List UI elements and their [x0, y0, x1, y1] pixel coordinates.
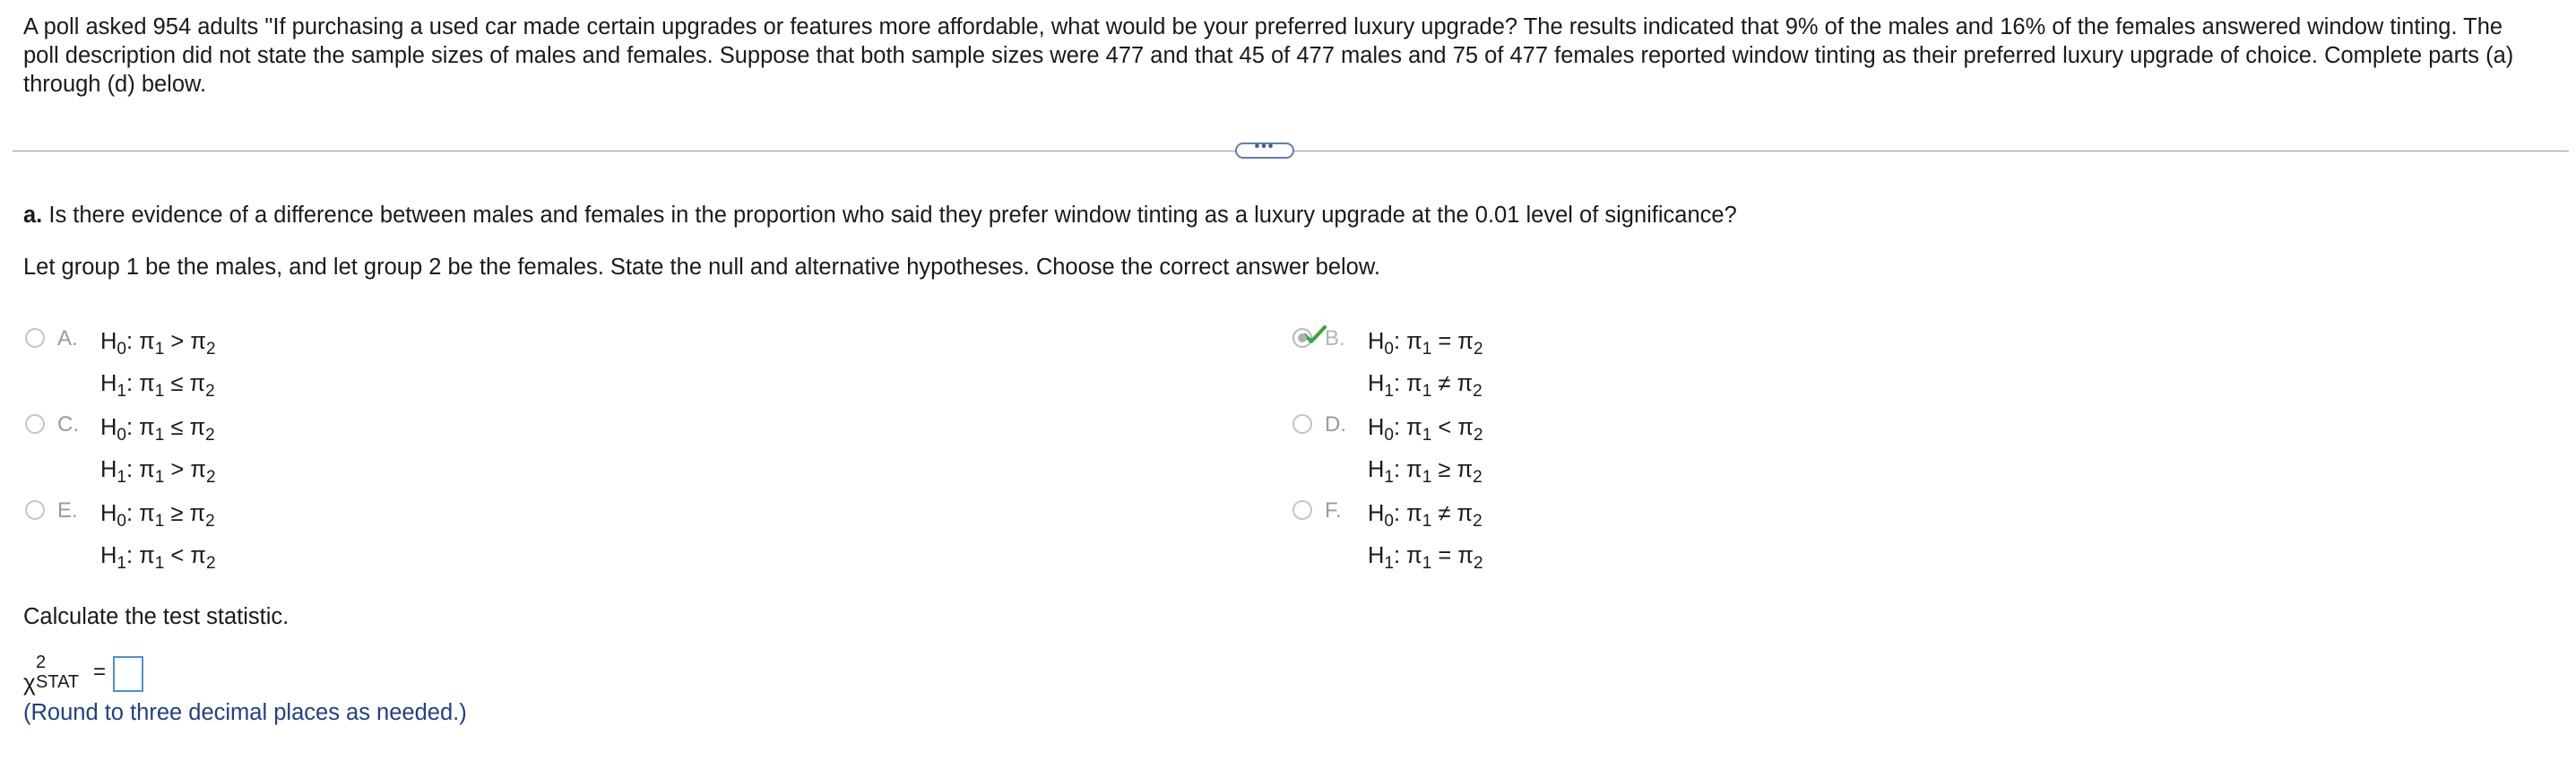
- pi-symbol: π: [139, 329, 155, 354]
- relation-symbol: <: [1431, 415, 1458, 440]
- h0-subscript: 0: [117, 340, 126, 359]
- pi-symbol: π: [139, 371, 155, 396]
- pi-symbol: π: [189, 371, 206, 396]
- part-a-question: [23, 201, 1737, 229]
- h0-subscript: 0: [117, 512, 126, 531]
- choice-option-b[interactable]: [1292, 324, 1483, 409]
- choice-letter: E.: [57, 498, 78, 523]
- h-letter: H: [1368, 415, 1385, 440]
- relation-symbol: >: [164, 457, 191, 482]
- h1-subscript: 1: [1384, 382, 1394, 401]
- relation-symbol: ≠: [1431, 501, 1457, 526]
- pi-subscript: 1: [154, 512, 165, 531]
- hypotheses-pair: [1368, 497, 1483, 581]
- alternative-hypothesis: $H_1$: $\pi_1 \ne \pi_2$: [1368, 371, 1482, 401]
- h1-subscript: 1: [1384, 554, 1394, 573]
- chi-letter: χ: [23, 669, 36, 696]
- part-a-label: a.: [23, 203, 43, 228]
- pi-subscript: 2: [1474, 340, 1483, 359]
- correct-checkmark-icon: [1303, 324, 1327, 344]
- pi-symbol: π: [1406, 457, 1422, 482]
- test-statistic-row: [23, 653, 143, 696]
- relation-symbol: ≤: [164, 415, 190, 440]
- h-letter: H: [1368, 371, 1385, 396]
- pi-subscript: 2: [205, 426, 215, 445]
- test-statistic-input[interactable]: [113, 656, 143, 692]
- pi-symbol: π: [190, 543, 206, 568]
- choice-letter: B.: [1325, 326, 1345, 350]
- pi-subscript: 2: [1474, 426, 1483, 445]
- alternative-hypothesis: $H_1$: $\pi_1 \ge \pi_2$: [1368, 457, 1482, 487]
- h1-subscript: 1: [1384, 468, 1394, 487]
- choice-option-d[interactable]: [1292, 411, 1483, 495]
- h0-subscript: 0: [117, 426, 126, 445]
- pi-subscript: 1: [1422, 340, 1432, 359]
- pi-symbol: π: [189, 415, 206, 440]
- pi-symbol: π: [190, 457, 206, 482]
- h-letter: H: [1368, 329, 1385, 354]
- h-letter: H: [1368, 457, 1385, 482]
- pi-symbol: π: [1406, 501, 1422, 526]
- pi-symbol: π: [139, 415, 155, 440]
- h-letter: H: [100, 501, 117, 526]
- pi-subscript: 2: [205, 382, 215, 401]
- pi-subscript: 2: [1473, 468, 1482, 487]
- pi-symbol: π: [1406, 371, 1422, 396]
- pi-symbol: π: [1406, 329, 1422, 354]
- h-letter: H: [1368, 501, 1385, 526]
- h-letter: H: [100, 457, 117, 482]
- null-hypothesis: $H_0$: $\pi_1 \ne \pi_2$: [1368, 501, 1482, 531]
- pi-symbol: π: [1457, 457, 1474, 482]
- pi-subscript: 2: [206, 340, 216, 359]
- radio-button[interactable]: [1292, 328, 1312, 348]
- alternative-hypothesis: $H_1$: $\pi_1 = \pi_2$: [1368, 543, 1483, 573]
- choice-letter: D.: [1325, 412, 1346, 437]
- relation-symbol: ≥: [1431, 457, 1457, 482]
- alternative-hypothesis: $H_1$: $\pi_1 \le \pi_2$: [100, 371, 215, 401]
- pi-subscript: 1: [154, 554, 165, 573]
- radio-button[interactable]: [1292, 500, 1312, 520]
- relation-symbol: >: [164, 329, 191, 354]
- chi-subscript: STAT: [36, 672, 80, 692]
- pi-subscript: 2: [205, 512, 215, 531]
- h0-subscript: 0: [1384, 340, 1394, 359]
- relation-symbol: <: [164, 543, 191, 568]
- radio-button[interactable]: [1292, 414, 1312, 434]
- h-letter: H: [100, 329, 117, 354]
- pi-symbol: π: [1457, 371, 1474, 396]
- choice-option-f[interactable]: [1292, 497, 1483, 581]
- pi-symbol: π: [1457, 329, 1474, 354]
- equals-sign: =: [93, 660, 107, 684]
- pi-symbol: π: [139, 543, 155, 568]
- null-hypothesis: $H_0$: $\pi_1 < \pi_2$: [1368, 415, 1483, 445]
- calc-instruction: Calculate the test statistic.: [23, 604, 290, 629]
- pi-subscript: 2: [206, 468, 216, 487]
- pi-subscript: 1: [1422, 426, 1432, 445]
- chi-superscript: 2: [36, 653, 47, 672]
- pi-symbol: π: [190, 329, 206, 354]
- hypotheses-pair: [100, 497, 216, 581]
- pi-subscript: 2: [1473, 512, 1482, 531]
- h-letter: H: [1368, 543, 1385, 568]
- question-stem: A poll asked 954 adults "If purchasing a used car made certain upgrades or features more affordable, what would be your preferred luxury upgrade? The results indicated that 9% of the males and 16% of the females answered window tinting. The poll description did not state the sample sizes of males and females. Suppose that both sample sizes were 477 and that 45 of 477 males and 75 of 477 females reported window tinting as their preferred luxury upgrade of choice. Complete parts (a) through (d) below.: [23, 14, 2514, 97]
- h1-subscript: 1: [117, 554, 126, 573]
- h1-subscript: 1: [117, 468, 126, 487]
- hypotheses-pair: [1368, 324, 1483, 409]
- h-letter: H: [100, 415, 117, 440]
- expand-more-button[interactable]: [1235, 139, 1294, 159]
- pi-symbol: π: [139, 501, 155, 526]
- h0-subscript: 0: [1384, 426, 1394, 445]
- pi-subscript: 1: [154, 426, 165, 445]
- null-hypothesis: $H_0$: $\pi_1 > \pi_2$: [100, 329, 216, 359]
- pi-subscript: 1: [1422, 382, 1432, 401]
- pi-symbol: π: [189, 501, 206, 526]
- pi-subscript: 2: [1474, 554, 1483, 573]
- pi-subscript: 2: [206, 554, 216, 573]
- h-letter: H: [100, 371, 117, 396]
- h1-subscript: 1: [117, 382, 126, 401]
- hypotheses-pair: [1368, 411, 1483, 495]
- hypotheses-pair: [100, 411, 216, 495]
- pi-subscript: 1: [154, 340, 165, 359]
- pi-subscript: 1: [154, 382, 165, 401]
- choice-letter: C.: [57, 412, 79, 437]
- choice-letter: A.: [57, 326, 78, 350]
- rounding-note: (Round to three decimal places as needed.): [23, 700, 467, 725]
- pi-subscript: 2: [1473, 382, 1482, 401]
- pi-subscript: 1: [154, 468, 165, 487]
- radio-button[interactable]: [25, 414, 45, 434]
- hypotheses-instruction: Let group 1 be the males, and let group 2 be the females. State the null and alternative hypotheses. Choose the correct answer below.: [23, 255, 1380, 280]
- pi-subscript: 1: [1422, 554, 1432, 573]
- ellipsis-icon: •••: [1254, 139, 1275, 154]
- pi-symbol: π: [139, 457, 155, 482]
- relation-symbol: =: [1431, 543, 1458, 568]
- alternative-hypothesis: $H_1$: $\pi_1 > \pi_2$: [100, 457, 216, 487]
- alternative-hypothesis: $H_1$: $\pi_1 < \pi_2$: [100, 543, 216, 573]
- hypotheses-pair: [100, 324, 216, 409]
- h0-subscript: 0: [1384, 512, 1394, 531]
- pi-symbol: π: [1457, 415, 1474, 440]
- pi-symbol: π: [1406, 543, 1422, 568]
- relation-symbol: =: [1431, 329, 1458, 354]
- chi-square-symbol: [23, 653, 86, 696]
- pi-symbol: π: [1457, 543, 1474, 568]
- relation-symbol: ≥: [164, 501, 190, 526]
- radio-button[interactable]: [25, 328, 45, 348]
- pi-symbol: π: [1457, 501, 1474, 526]
- radio-button[interactable]: [25, 500, 45, 520]
- pi-subscript: 1: [1422, 468, 1432, 487]
- choice-option-e[interactable]: [25, 497, 216, 581]
- relation-symbol: ≠: [1431, 371, 1457, 396]
- null-hypothesis: $H_0$: $\pi_1 = \pi_2$: [1368, 329, 1483, 359]
- part-a-text: Is there evidence of a difference between males and females in the proportion who said they prefer window tinting as a luxury upgrade at the 0.01 level of significance?: [48, 203, 1737, 228]
- relation-symbol: ≤: [164, 371, 190, 396]
- null-hypothesis: $H_0$: $\pi_1 \ge \pi_2$: [100, 501, 215, 531]
- h-letter: H: [100, 543, 117, 568]
- choice-option-a[interactable]: [25, 324, 216, 409]
- choice-letter: F.: [1325, 498, 1342, 523]
- choice-option-c[interactable]: [25, 411, 216, 495]
- pi-symbol: π: [1406, 415, 1422, 440]
- null-hypothesis: $H_0$: $\pi_1 \le \pi_2$: [100, 415, 215, 445]
- pi-subscript: 1: [1422, 512, 1432, 531]
